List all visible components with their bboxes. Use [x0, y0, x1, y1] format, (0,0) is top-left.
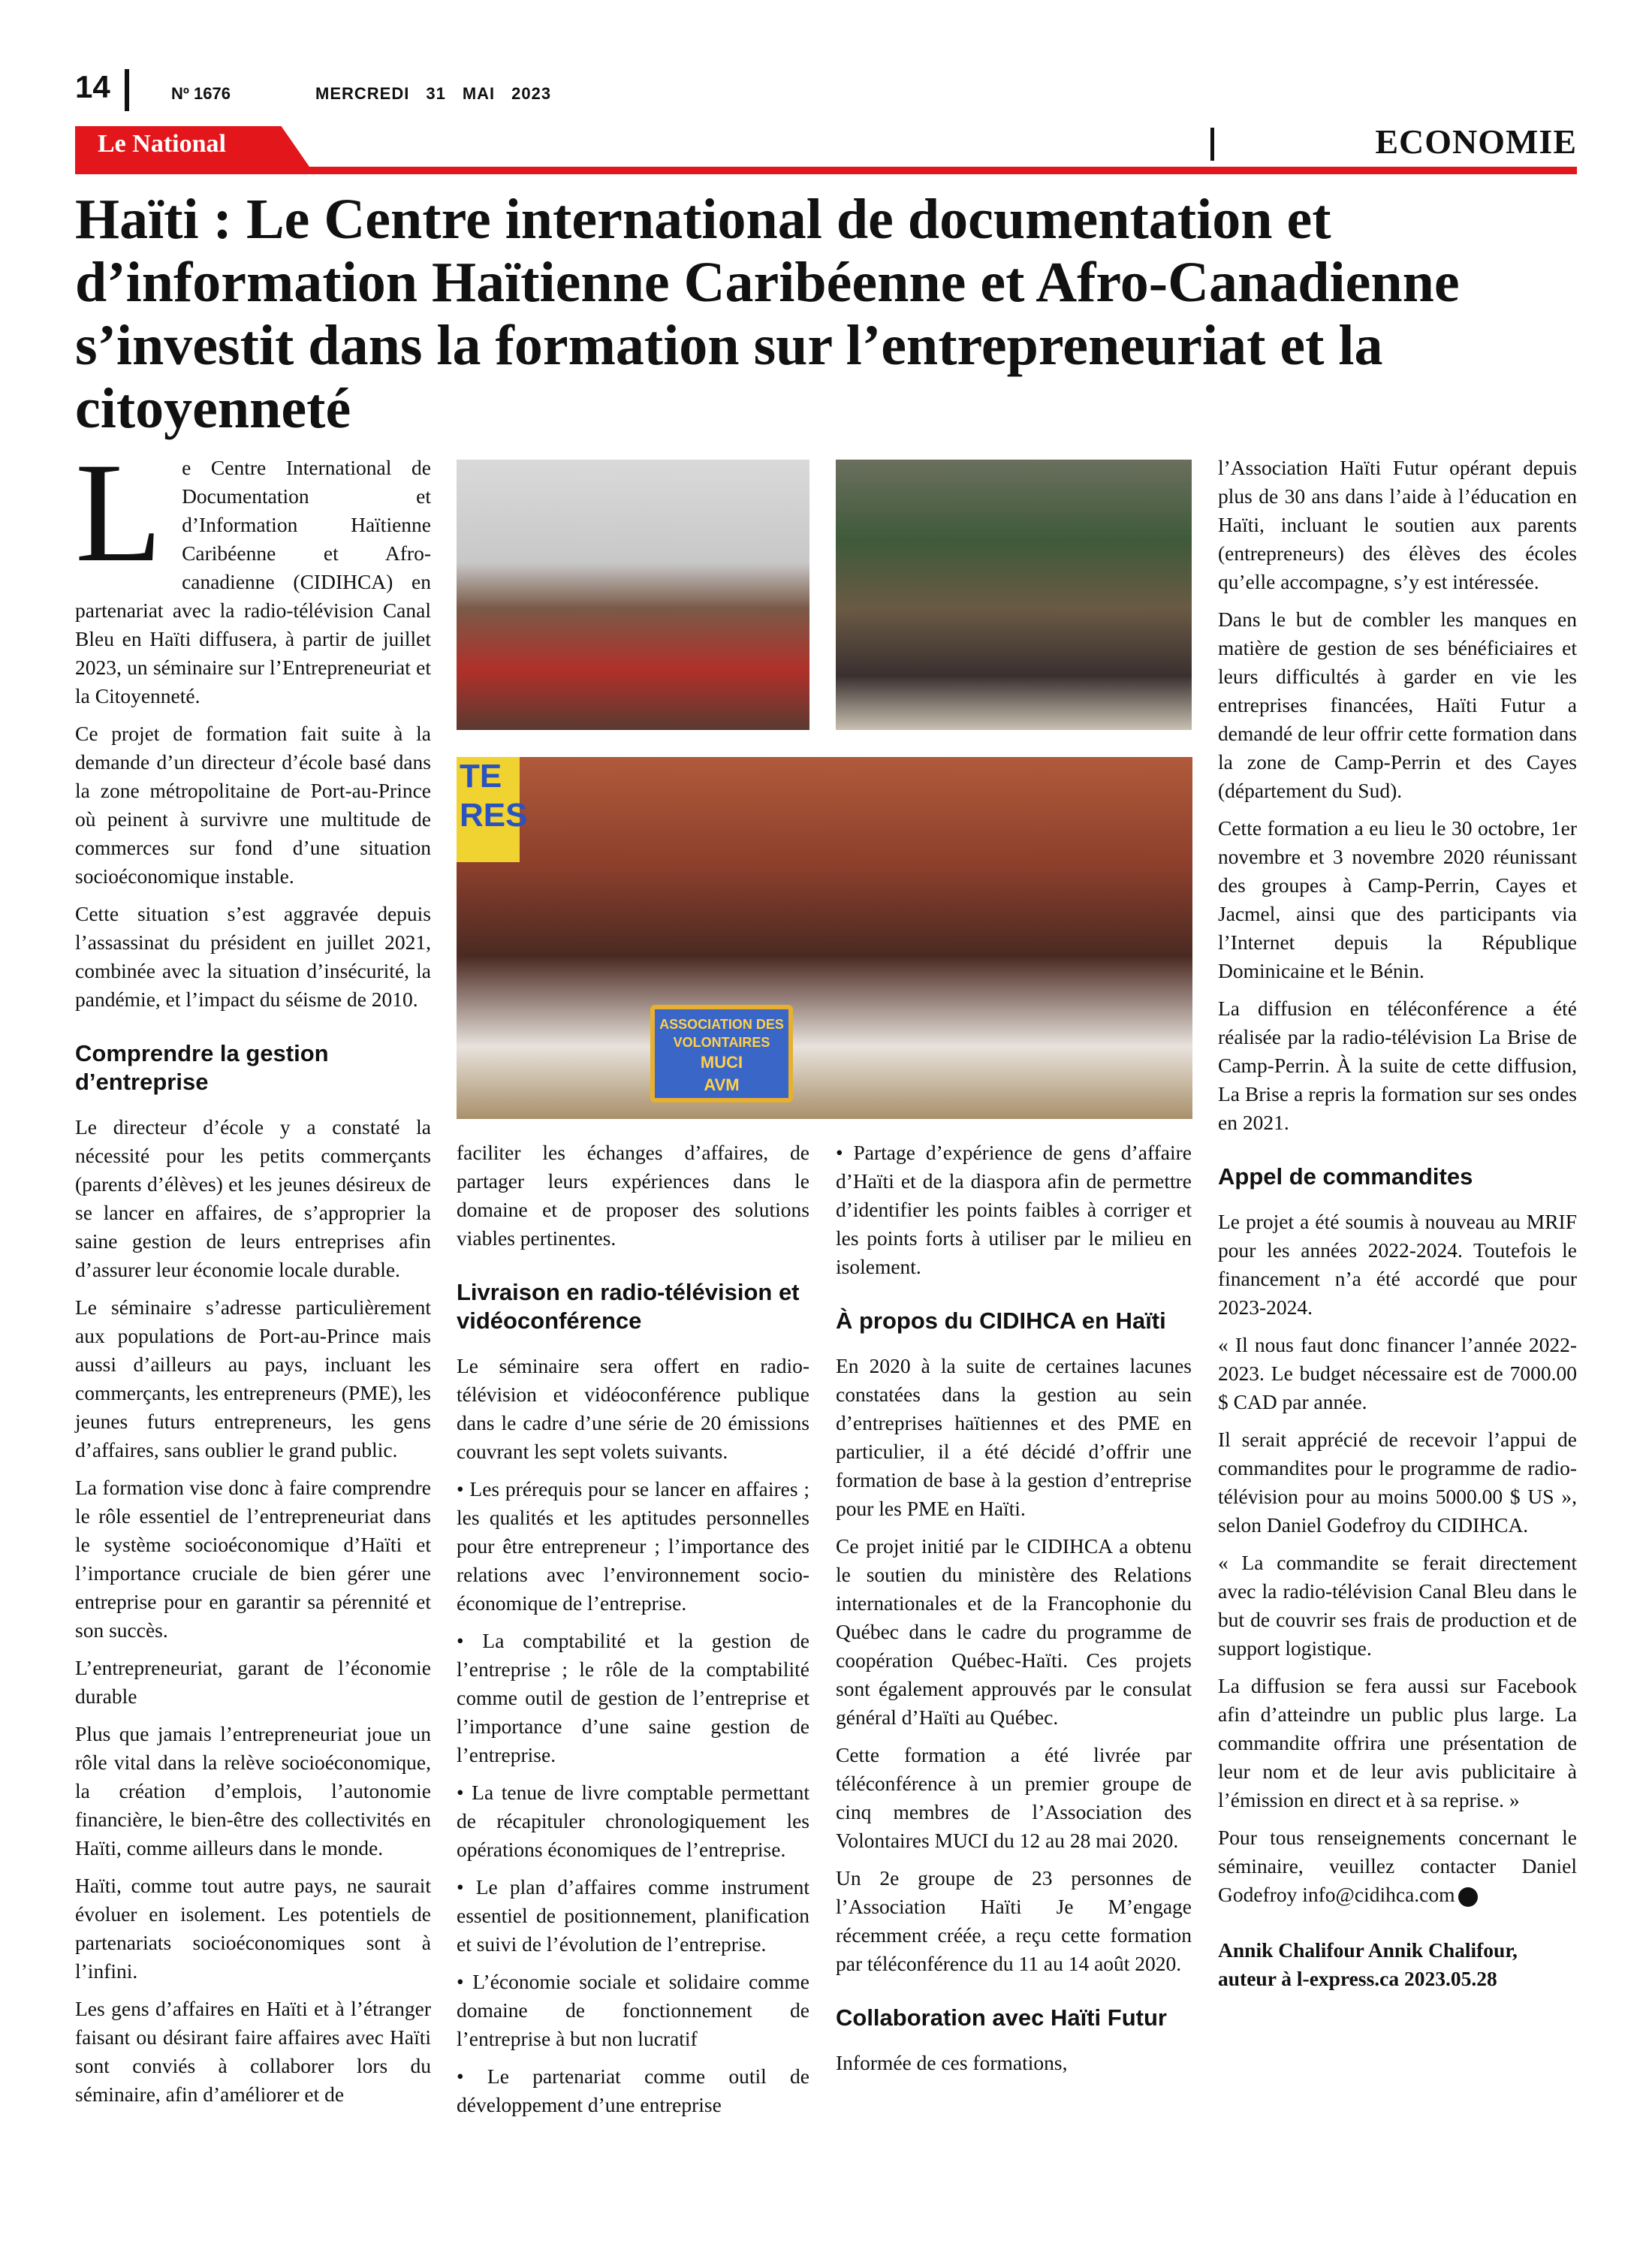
paragraph: « La commandite se ferait directement avec la radio-télévision Canal Bleu dans le but de couvrir ses frais de production et de support logistique. — [1218, 1551, 1577, 1660]
article-column-3 — [836, 1139, 1192, 2086]
sign-line: ASSOCIATION DES — [659, 1017, 784, 1032]
paragraph: Le projet a été soumis à nouveau au MRIF pour les années 2022-2024. Toutefois le financement n’a été accordé que pour 2023-2024. — [1218, 1210, 1577, 1319]
paragraph: Ce projet initié par le CIDIHCA a obtenu le soutien du ministère des Relations internationales et de la Francophonie du Québec dans le cadre du programme de coopération Québec-Haïti. Ces projets sont également approuvés par le consulat général d’Haïti au Québec. — [836, 1534, 1192, 1729]
subheading: Comprendre la gestion d’entreprise — [75, 1040, 329, 1095]
article-column-4 — [1218, 454, 1577, 2002]
paragraph: En 2020 à la suite de certaines lacunes constatées dans la gestion au sein d’entreprises haïtiennes et des PME en particulier, il a été décidé d’offrir une formation de base à la gestion d’entreprise pour les PME en Haïti. — [836, 1354, 1192, 1520]
paragraph: Haïti, comme tout autre pays, ne saurait évoluer en isolement. Les potentiels de partenariats socioéconomiques sont à l’infini. — [75, 1874, 431, 1983]
photo-banner-sign: TE RES — [457, 757, 520, 862]
date-weekday: MERCREDI — [315, 84, 410, 103]
paragraph: l’Association Haïti Futur opérant depuis plus de 30 ans dans l’aide à l’éducation en Haïti, incluant le soutien aux parents (entrepreneurs) des élèves des écoles qu’elle accompagne, s’y est intéressée. — [1218, 456, 1577, 593]
date-year: 2023 — [511, 84, 552, 103]
page-number-divider — [125, 69, 129, 111]
paragraph: Le séminaire s’adresse particulièrement aux populations de Port-au-Prince mais aussi d’ailleurs au pays, incluant les commerçants, les entrepreneurs (PME), les jeunes futurs entrepreneurs, les gens d’affaires, sans oublier le grand public. — [75, 1295, 431, 1461]
paragraph: Ce projet de formation fait suite à la demande d’un directeur d’école basé dans la zone métropolitaine de Port-au-Prince où peinent à survivre une multitude de commerces sur fond d’une situation socioéconomique instable. — [75, 722, 431, 888]
bullet-item: • Partage d’expérience de gens d’affaire d’Haïti et de la diaspora afin de permettre d’identifier les points faibles à corriger et les points forts à utiliser par le milieu en isolement. — [836, 1141, 1192, 1278]
paragraph: L’entrepreneuriat, garant de l’économie durable — [75, 1656, 431, 1708]
article-headline: Haïti : Le Centre international de documentation et d’information Haïtienne Caribéenne et Afro-Canadienne s’investit dans la formation sur l’entrepreneuriat et la citoyenneté — [75, 188, 1460, 440]
photo-seminar-classroom — [457, 460, 809, 730]
contact-paragraph: Pour tous renseignements concernant le séminaire, veuillez contacter Daniel Godefroy info@cidihca.com — [1218, 1826, 1577, 1906]
association-sign — [650, 1005, 793, 1102]
subheading: Livraison en radio-télévision et vidéoconférence — [457, 1279, 800, 1334]
paragraph: Un 2e groupe de 23 personnes de l’Association Haïti Je M’engage récemment créée, a reçu cette formation par téléconférence du 11 au 14 août 2020. — [836, 1866, 1192, 1975]
bullet-item: • La tenue de livre comptable permettant de récapituler chronologiquement les opérations économiques de l’entreprise. — [457, 1781, 809, 1861]
paragraph: « Il nous faut donc financer l’année 2022-2023. Le budget nécessaire est de 7000.00 $ CAD par année. — [1218, 1333, 1577, 1413]
bullet-item: • La comptabilité et la gestion de l’entreprise ; le rôle de la comptabilité comme outil de gestion de l’entreprise et l’importance d’une saine gestion de l’entreprise. — [457, 1629, 809, 1766]
paragraph: faciliter les échanges d’affaires, de partager leurs expériences dans le domaine et de proposer des solutions viables pertinentes. — [457, 1141, 809, 1250]
bullet-item: • Le partenariat comme outil de développement d’une entreprise — [457, 2064, 809, 2116]
subheading: Collaboration avec Haïti Futur — [836, 2004, 1167, 2031]
sign-line: AVM — [704, 1075, 740, 1094]
article-column-2 — [457, 1139, 809, 2128]
paragraph: Les gens d’affaires en Haïti et à l’étranger faisant ou désirant faire affaires avec Haïti sont conviés à collaborer lors du séminaire, afin d’améliorer et de — [75, 1997, 431, 2106]
subheading: Appel de commandites — [1218, 1163, 1473, 1190]
paragraph: e Centre International de Documentation et d’Information Haïtienne Caribéenne et Afro-canadienne (CIDIHCA) en partenariat avec la radio-télévision Canal Bleu en Haïti diffusera, à partir de juillet 2023, un séminaire sur l’Entrepreneuriat et la Citoyenneté. — [75, 456, 431, 707]
issue-date — [315, 84, 568, 104]
paragraph: Plus que jamais l’entrepreneuriat joue un rôle vital dans la relève socioéconomique, la création d’emplois, l’autonomie financière, le bien-être des collectivités en Haïti, comme ailleurs dans le monde. — [75, 1722, 431, 1859]
publication-name: Le National — [98, 130, 226, 158]
date-day: 31 — [426, 84, 446, 103]
sign-line: MUCI — [700, 1053, 743, 1072]
author-signature: Annik Chalifour Annik Chalifour, auteur à l-express.ca 2023.05.28 — [1218, 1938, 1518, 1990]
paragraph: La formation vise donc à faire comprendre le rôle essentiel de l’entrepreneuriat dans le système socioéconomique d’Haïti et l’importance cruciale de bien gérer une entreprise pour en garantir sa pérennité et son succès. — [75, 1476, 431, 1642]
subheading: À propos du CIDIHCA en Haïti — [836, 1307, 1166, 1334]
header-red-rule — [75, 167, 1577, 174]
end-of-article-icon — [1458, 1887, 1478, 1907]
bullet-item: • Les prérequis pour se lancer en affaires ; les qualités et les aptitudes personnelles pour être entrepreneur ; l’importance des relations avec l’environnement socio-économique de l’entreprise. — [457, 1477, 809, 1615]
paragraph: Cette formation a eu lieu le 30 octobre, 1er novembre et 3 novembre 2020 réunissant des groupes à Camp-Perrin, Cayes et Jacmel, ainsi que des participants via l’Internet depuis la République Dominicaine et le Bénin. — [1218, 816, 1577, 982]
paragraph: Le séminaire sera offert en radio-télévision et vidéoconférence publique dans le cadre d’une série de 20 émissions couvrant les sept volets suivants. — [457, 1354, 809, 1463]
date-month: MAI — [462, 84, 496, 103]
drop-cap: L — [75, 434, 163, 592]
photo-group-outdoors — [836, 460, 1192, 730]
paragraph: Cette situation s’est aggravée depuis l’assassinat du président en juillet 2021, combinée avec la situation d’insécurité, la pandémie, et l’impact du séisme de 2010. — [75, 902, 431, 1011]
paragraph: Le directeur d’école y a constaté la nécessité pour les petits commerçants (parents d’élèves) et les jeunes désireux de se lancer en affaires, de s’approprier la saine gestion de leurs entreprises afin d’assurer leur économie locale durable. — [75, 1115, 431, 1281]
paragraph: La diffusion se fera aussi sur Facebook afin d’atteindre un public plus large. La commandite offrira une présentation de leur nom et de leur avis publicitaire à l’émission en direct et à sa reprise. » — [1218, 1674, 1577, 1811]
paragraph: La diffusion en téléconférence a été réalisée par la radio-télévision La Brise de Camp-Perrin. À la suite de cette diffusion, La Brise a repris la formation sur ses ondes en 2021. — [1218, 997, 1577, 1134]
photo-association-volunteers — [457, 757, 1192, 1119]
sign-line: VOLONTAIRES — [673, 1035, 770, 1050]
issue-number: Nº 1676 — [171, 84, 231, 103]
section-title: ECONOMIE — [1375, 122, 1577, 161]
bullet-item: • L’économie sociale et solidaire comme domaine de fonctionnement de l’entreprise à but non lucratif — [457, 1970, 809, 2050]
page-number: 14 — [75, 69, 110, 104]
section-divider — [1210, 128, 1214, 161]
article-column-1 — [75, 434, 431, 2118]
paragraph: Cette formation a été livrée par téléconférence à un premier groupe de cinq membres de l’Association des Volontaires MUCI du 12 au 28 mai 2020. — [836, 1743, 1192, 1852]
paragraph: Il serait apprécié de recevoir l’appui de commandites pour le programme de radio-télévision pour au moins 5000.00 $ US », selon Daniel Godefroy du CIDIHCA. — [1218, 1428, 1577, 1537]
paragraph: Informée de ces formations, — [836, 2051, 1068, 2074]
paragraph: Dans le but de combler les manques en matière de gestion de ses bénéficiaires et leurs difficultés à garder en vie les entreprises financées, Haïti Futur a demandé de leur offrir cette formation dans la zone de Camp-Perrin et des Cayes (département du Sud). — [1218, 608, 1577, 802]
bullet-item: • Le plan d’affaires comme instrument essentiel de positionnement, planification et suivi de l’évolution de l’entreprise. — [457, 1875, 809, 1956]
